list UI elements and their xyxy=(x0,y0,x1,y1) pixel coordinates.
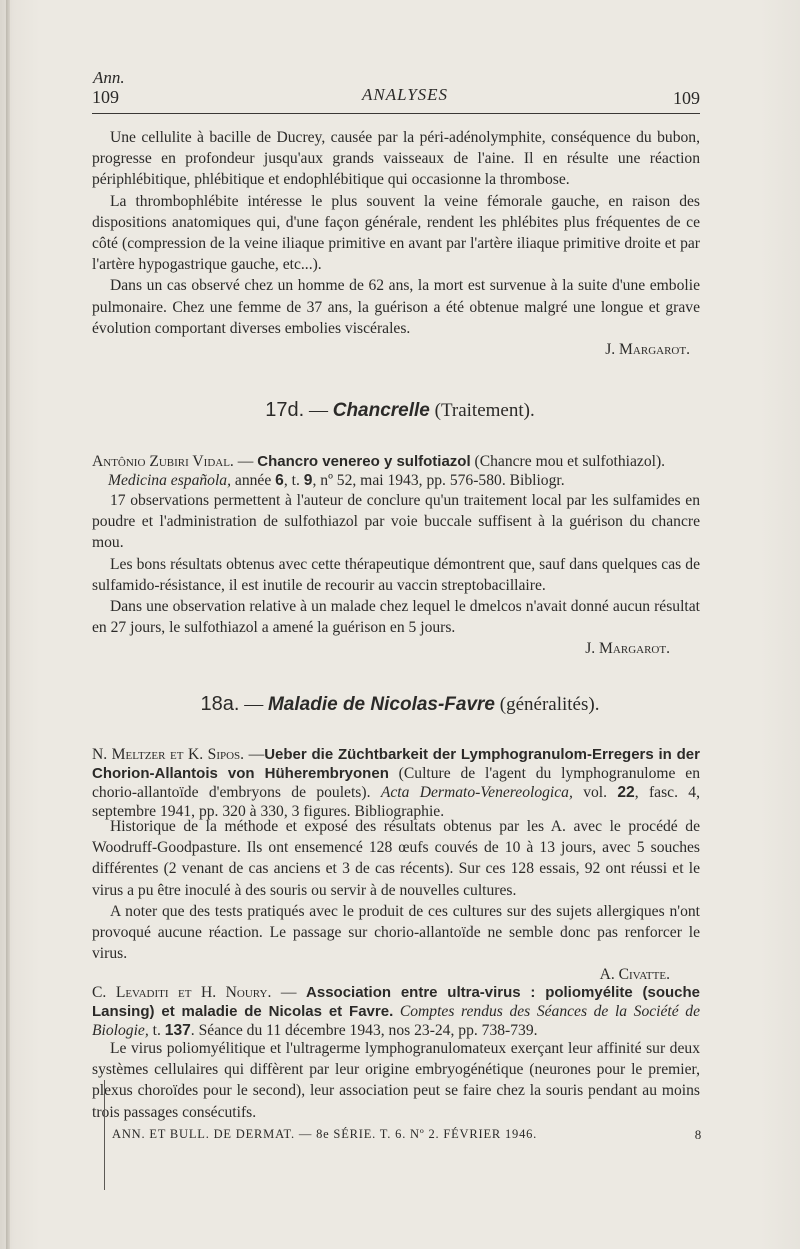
signature: J. Margarot. xyxy=(605,341,690,359)
reference-source: Medicina española, année 6, t. 9, nº 52, mai 1943, pp. 576-580. Bibliogr. xyxy=(108,472,565,489)
section-title: Chancrelle xyxy=(332,400,430,421)
reference-author: Antônio Zubiri Vidal. xyxy=(92,453,234,470)
page-footer xyxy=(112,1127,702,1142)
header-title: ANALYSES xyxy=(361,85,449,104)
article-block-chancrelle xyxy=(92,490,700,660)
binding-edge xyxy=(6,0,10,1249)
paragraph: A noter que des tests pratiqués avec le produit de ces cultures sur des sujets allergiques n'ont provoqué aucune réaction. Le passage sur chorio-allantoïde ne semble donc pas renforcer le virus. xyxy=(92,902,700,963)
reference-title: Ueber die Züchtbarkeit der Lymphogranulom-Erregers in der Chorion-Allantois von Hüherembryonen xyxy=(92,746,700,782)
section-number: 18a. xyxy=(200,693,240,715)
paragraph: Dans un cas observé chez un homme de 62 ans, la mort est survenue à la suite d'une embolie pulmonaire. Chez une femme de 37 ans, la guérison a été obtenue malgré une longue et grave évolution comportant diverses embolies viscérales. xyxy=(92,277,700,337)
reference-author: C. Levaditi et H. Noury. xyxy=(92,984,272,1001)
article-block-meltzer xyxy=(92,816,700,986)
reference-translation: (Chancre mou et sulfothiazol). xyxy=(470,453,666,470)
reference-journal: Acta Dermato-Venereologica, xyxy=(380,784,573,801)
section-dash: — xyxy=(244,694,264,715)
paragraph: Dans une observation relative à un malade chez lequel le dmelcos n'avait donné aucun résultat en 27 jours, le sulfothiazol a amené la guérison en 5 jours. xyxy=(92,598,700,637)
signature: J. Margarot. xyxy=(585,640,670,658)
footer-sheet-number: 8 xyxy=(694,1127,702,1142)
article-block-levaditi xyxy=(92,1038,700,1123)
paragraph: Une cellulite à bacille de Ducrey, causée par la péri-adénolymphite, conséquence du bubon, progresse en profondeur jusqu'aux grands vaisseaux de l'aine. Il en résulte une réaction périphlébitique, phlébitique et endophlébitique qui occasionne la thrombose. xyxy=(92,129,700,189)
section-heading-chancrelle xyxy=(0,399,800,422)
section-number: 17d. xyxy=(265,399,305,421)
reference-translation: (Culture de l'agent du lymphogranulome en chorio-allantoïde d'embryons de poulets). xyxy=(92,765,700,801)
header-left-page-number: 109 xyxy=(92,87,119,107)
section-heading-nicolas-favre xyxy=(0,693,800,716)
signature: A. Civatte. xyxy=(599,966,670,984)
section-dash: — xyxy=(308,400,328,421)
margin-mark xyxy=(104,1080,105,1190)
section-title: Maladie de Nicolas-Favre xyxy=(267,694,496,715)
reference-line: Antônio Zubiri Vidal. — Chancro venereo y sulfotiazol (Chancre mou et sulfothiazol). xyxy=(92,453,666,470)
reference-line: C. Levaditi et H. Noury. — Association entre ultra-virus : poliomyélite (souche Lansing) et maladie de Nicolas et Favre. Comptes rendus des Séances de la Société de Biologie, t. 137. Séance du 11 décembre 1943, nos 23-24, pp. 738-739. xyxy=(92,984,701,1039)
header-right-page-number: 109 xyxy=(673,88,700,108)
reference-author: N. Meltzer et K. Sipos. xyxy=(92,746,245,763)
paragraph: Le virus poliomyélitique et l'ultragerme lymphogranulomateux exerçant leur affinité sur deux systèmes cellulaires qui diffèrent par leur origine embryogénétique (neurones pour le premier, plexus choroïdes pour le second), leur association peut se faire chez la souris pendant au moins trois passages consécutifs. xyxy=(92,1040,700,1121)
reference-journal: Medicina española, xyxy=(108,472,231,489)
reference-line: N. Meltzer et K. Sipos. —Ueber die Züchtbarkeit der Lymphogranulom-Erregers in der Chorion-Allantois von Hüherembryonen (Culture de l'agent du lymphogranulome en chorio-allantoïde d'embryons de poulets). Acta Dermato-Venereologica, vol. 22, fasc. 4, septembre 1941, pp. 320 à 330, 3 figures. Bibliographie. xyxy=(92,746,700,820)
section-subtitle: (généralités). xyxy=(499,694,600,715)
header-rule xyxy=(92,113,700,114)
reference-title: Association entre ultra-virus : poliomyélite (souche Lansing) et maladie de Nicolas et Favre. xyxy=(92,984,701,1020)
reference-zubiri xyxy=(92,452,700,490)
reference-meltzer xyxy=(92,745,700,821)
paragraph: Les bons résultats obtenus avec cette thérapeutique démontrent que, sauf dans quelques cas de sulfamido-résistance, il est inutile de recourir au vaccin streptobacillaire. xyxy=(92,555,700,594)
paragraph: La thrombophlébite intéresse le plus souvent la veine fémorale gauche, en raison des dispositions anatomiques qui, d'une façon générale, rendent les phlébites plus fréquentes de ce côté (compression de la veine iliaque primitive en avant par l'artère iliaque primitive droite et par l'artère hypogastrique gauche, etc...). xyxy=(92,192,700,274)
paragraph: Historique de la méthode et exposé des résultats obtenus par les A. avec le procédé de Woodruff-Goodpasture. Ils ont ensemencé 128 œufs couvés de 10 à 13 jours, avec 5 souches différentes (2 venant de cas anciens et 3 de cas récents). Sur ces 128 essais, 92 ont réussi et le virus a pu être inoculé à des souris ou servir à de nouvelles cultures. xyxy=(92,818,700,899)
header-ann: Ann. xyxy=(93,68,125,87)
section-subtitle: (Traitement). xyxy=(434,400,535,421)
reference-journal: Comptes rendus des Séances de la Société de Biologie, xyxy=(92,1003,700,1039)
reference-levaditi xyxy=(92,983,700,1040)
reference-title: Chancro venereo y sulfotiazol xyxy=(257,453,471,470)
footer-journal: ANN. ET BULL. DE DERMAT. — 8e SÉRIE. T. 6. Nº 2. FÉVRIER 1946. xyxy=(112,1127,538,1141)
paragraph: 17 observations permettent à l'auteur de conclure qu'un traitement local par les sulfamides en poudre et l'administration de sulfothiazol par voie buccale suffisent à la guérison du chancre mou. xyxy=(92,492,700,552)
article-block-thrombophlebitis xyxy=(92,127,700,360)
